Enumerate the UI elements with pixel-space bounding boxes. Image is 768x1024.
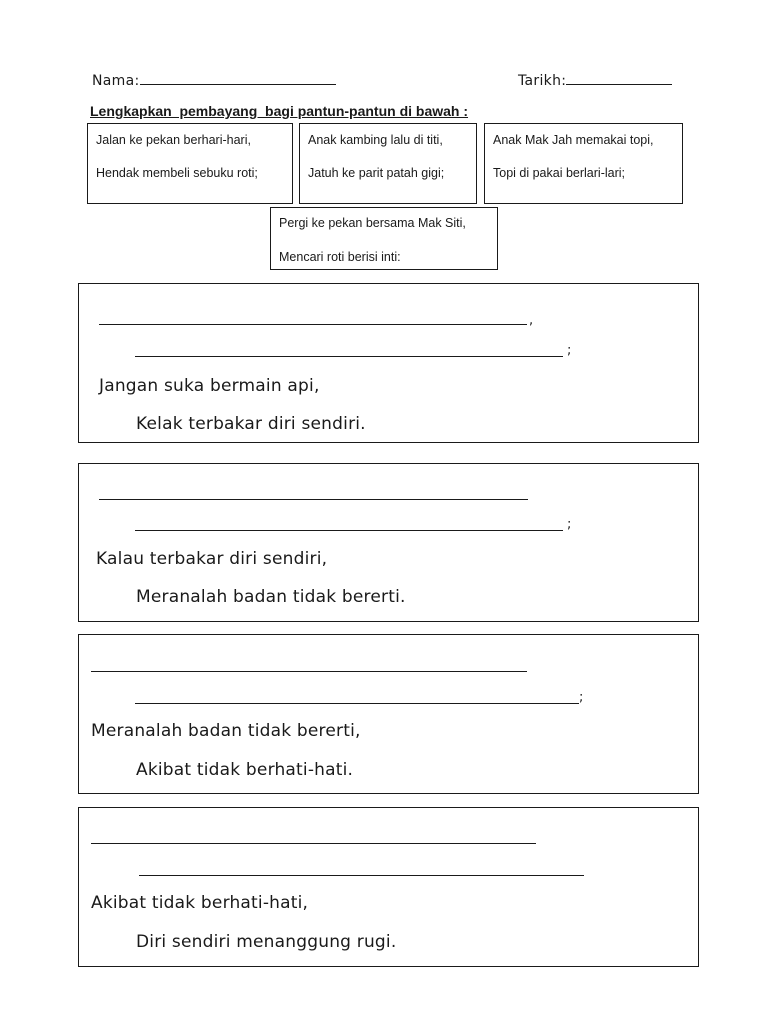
name-blank[interactable]	[140, 70, 336, 85]
name-label: Nama:	[92, 73, 140, 89]
instruction-heading: Lengkapkan pembayang bagi pantun-pantun di bawah :	[90, 103, 469, 119]
pembayang-blank-2[interactable]	[135, 530, 563, 531]
date-label: Tarikh:	[518, 73, 567, 89]
maksud-line-1: Kalau terbakar diri sendiri,	[96, 549, 328, 569]
maksud-line-2: Diri sendiri menanggung rugi.	[136, 932, 397, 952]
option-line-1: Pergi ke pekan bersama Mak Siti,	[279, 216, 466, 230]
date-blank[interactable]	[566, 70, 672, 85]
maksud-line-2: Kelak terbakar diri sendiri.	[136, 414, 366, 434]
pembayang-blank-1[interactable]	[99, 324, 527, 325]
pembayang-option-3	[484, 123, 683, 204]
pembayang-blank-2[interactable]	[139, 875, 584, 876]
pembayang-blank-1[interactable]	[91, 671, 527, 672]
option-line-1: Anak Mak Jah memakai topi,	[493, 133, 654, 147]
pembayang-blank-2[interactable]	[135, 703, 579, 704]
maksud-line-2: Meranalah badan tidak bererti.	[136, 587, 406, 607]
maksud-line-1: Jangan suka bermain api,	[99, 376, 320, 396]
pembayang-option-2	[299, 123, 477, 204]
pembayang-blank-1[interactable]	[91, 843, 536, 844]
pantun-box-3	[78, 634, 699, 794]
option-line-1: Anak kambing lalu di titi,	[308, 133, 443, 147]
option-line-2: Hendak membeli sebuku roti;	[96, 166, 258, 180]
pembayang-blank-2[interactable]	[135, 356, 563, 357]
blank-punctuation: ;	[567, 343, 572, 358]
maksud-line-2: Akibat tidak berhati-hati.	[136, 760, 354, 780]
pantun-box-2	[78, 463, 699, 622]
pantun-box-1	[78, 283, 699, 443]
option-line-2: Jatuh ke parit patah gigi;	[308, 166, 445, 180]
name-field	[92, 70, 336, 89]
date-field	[518, 70, 672, 89]
pembayang-option-4	[270, 207, 498, 270]
pantun-box-4	[78, 807, 699, 967]
pembayang-blank-1[interactable]	[99, 499, 528, 500]
blank-punctuation: ;	[579, 690, 584, 705]
option-line-2: Topi di pakai berlari-lari;	[493, 166, 626, 180]
option-line-1: Jalan ke pekan berhari-hari,	[96, 133, 251, 147]
blank-punctuation: ,	[529, 313, 534, 328]
maksud-line-1: Akibat tidak berhati-hati,	[91, 893, 309, 913]
pembayang-option-1	[87, 123, 293, 204]
maksud-line-1: Meranalah badan tidak bererti,	[91, 721, 361, 741]
blank-punctuation: ;	[567, 517, 572, 532]
option-line-2: Mencari roti berisi inti:	[279, 250, 401, 264]
